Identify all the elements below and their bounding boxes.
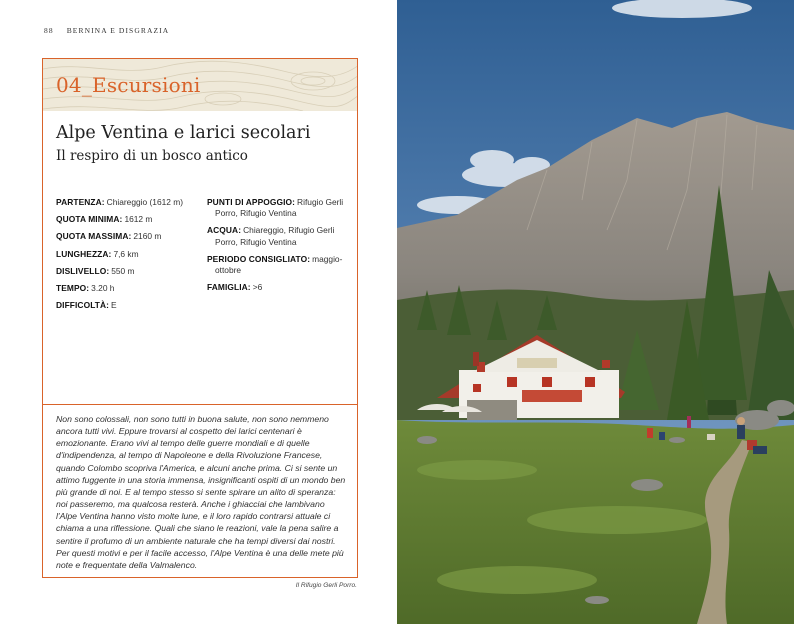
- info-row: [207, 225, 349, 247]
- landscape-photo: [397, 0, 794, 624]
- info-value: >6: [252, 282, 263, 293]
- section-divider: [43, 404, 357, 405]
- info-row: [56, 231, 196, 242]
- info-label: ACQUA:: [207, 225, 242, 236]
- page-number: 88: [44, 26, 54, 35]
- info-row: [207, 197, 349, 219]
- info-label: DIFFICOLTÀ:: [56, 300, 110, 311]
- info-value: E: [111, 300, 117, 311]
- page-subtitle: Il respiro di un bosco antico: [56, 148, 248, 164]
- info-row: [56, 283, 196, 294]
- info-label: PARTENZA:: [56, 197, 105, 207]
- info-row: [56, 214, 196, 225]
- page-title: Alpe Ventina e larici secolari: [56, 123, 311, 143]
- body-paragraph: Non sono colossali, non sono tutti in buona salute, non sono nemmeno ancora tutti vivi. Eppure trovarsi al cospetto dei larici centenari è emozionante. Erano vivi al tempo delle guerre mondiali e di quelle d'indipendenza, al tempo di Napoleone e della Rivoluzione Francese, quando Colombo scopriva l'America, e alcuni anche prima. Ci si sente un attimo fuggente in una storia immensa, insignificanti ospiti di un mondo ben più grande di noi. E al tempo stesso si sente spirare un alito di speranza: noi passeremo, ma qualcosa resterà. Anche i ghiacciai che lambivano l'Alpe Ventina hanno visto molte lune, e il loro rapido contrarsi attuale ci chiama a una riflessione. Quali che siano le reazioni, vale la pena salire a sentire il profumo di un ambiente naturale che ha tempi diversi dai nostri. Per questi motivi e per il facile accesso, l'Alpe Ventina è una delle mete più note e frequentate della Valmalenco.: [56, 414, 346, 570]
- info-label: FAMIGLIA:: [207, 282, 251, 293]
- info-row: [207, 254, 349, 276]
- info-value: 3.20 h: [91, 283, 115, 294]
- running-head: [44, 26, 169, 35]
- info-row: [207, 282, 349, 293]
- info-list-right: [207, 197, 349, 299]
- info-label: QUOTA MINIMA:: [56, 214, 123, 225]
- section-tag-band: [43, 59, 357, 111]
- info-row: [56, 300, 196, 311]
- info-row: [56, 266, 196, 277]
- info-value: Chiareggio (1612 m): [106, 197, 184, 207]
- info-row: [56, 249, 196, 260]
- content-frame: [42, 58, 358, 578]
- info-label: PUNTI DI APPOGGIO:: [207, 197, 296, 207]
- section-tag: 04_Escursioni: [56, 73, 201, 97]
- info-value: maggio-ottobre: [215, 253, 343, 276]
- info-row: [56, 197, 196, 208]
- info-list-left: [56, 197, 196, 317]
- mountain-hut-photo: [397, 0, 794, 624]
- info-label: DISLIVELLO:: [56, 265, 110, 276]
- info-label: QUOTA MASSIMA:: [56, 231, 132, 242]
- book-title: BERNINA E DISGRAZIA: [66, 26, 170, 35]
- info-value: Rifugio Gerli Porro, Rifugio Ventina: [215, 197, 344, 219]
- info-value: 2160 m: [133, 231, 162, 242]
- info-label: PERIODO CONSIGLIATO:: [207, 253, 311, 264]
- info-value: 7,6 km: [113, 248, 139, 259]
- info-value: 550 m: [111, 265, 135, 276]
- info-label: TEMPO:: [56, 283, 90, 294]
- info-value: Chiareggio, Rifugio Gerli Porro, Rifugio Ventina: [215, 225, 335, 247]
- photo-caption: Il Rifugio Gerli Porro.: [295, 582, 357, 589]
- info-value: 1612 m: [124, 214, 153, 225]
- info-label: LUNGHEZZA:: [56, 248, 112, 259]
